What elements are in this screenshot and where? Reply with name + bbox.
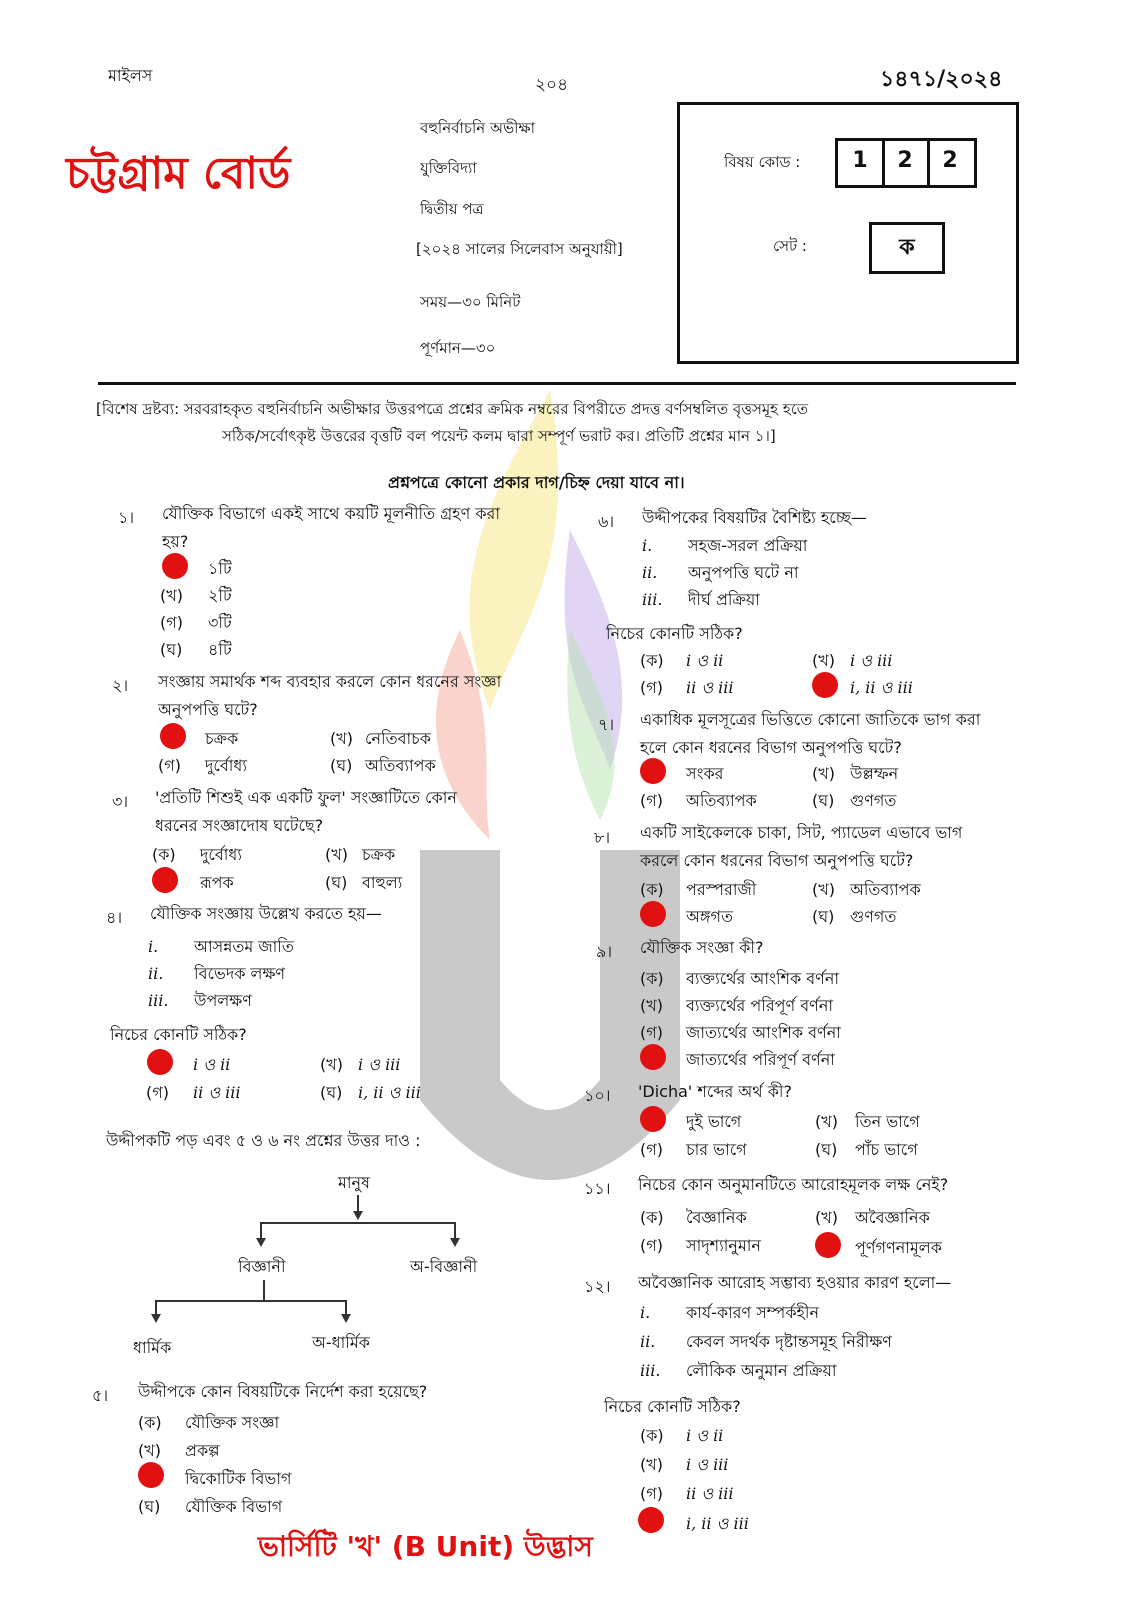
- instruction-line-2: সঠিক/সর্বোৎকৃষ্ট উত্তরের বৃত্তটি বল পয়েন্ট কলম দ্বারা সম্পূর্ণ ভরাট কর। প্রতিটি প্রশ্নের মান ১।]: [222, 427, 776, 445]
- q5-option-a[interactable]: যৌক্তিক সংজ্ঞা: [185, 1413, 280, 1432]
- q7-option-c-key: (গ): [640, 791, 663, 810]
- q2-option-b[interactable]: নেতিবাচক: [365, 729, 431, 748]
- q8-text: একটি সাইকেলকে চাকা, সিট, প্যাডেল এভাবে ভাগ করলে কোন ধরনের বিভাগ অনুপপত্তি ঘটে?: [640, 823, 963, 870]
- q12-option-b-key: (খ): [640, 1455, 663, 1474]
- q10-option-b[interactable]: তিন ভাগে: [855, 1112, 920, 1131]
- answer-dot[interactable]: [640, 1106, 666, 1132]
- q2-option-c-key: (গ): [158, 756, 181, 775]
- q6-statement-3: iii. দীর্ঘ প্রক্রিয়া: [642, 590, 760, 609]
- q7-option-b[interactable]: উল্লম্ফন: [850, 764, 899, 783]
- answer-dot[interactable]: [640, 901, 666, 927]
- syllabus-note: [২০২৪ সালের সিলেবাস অনুযায়ী]: [416, 240, 623, 258]
- q6-option-b-key: (খ): [812, 651, 835, 670]
- tree-arrow: [151, 1314, 161, 1323]
- q11-option-b-key: (খ): [815, 1208, 838, 1227]
- q4-text: যৌক্তিক সংজ্ঞায় উল্লেখ করতে হয়—: [150, 904, 382, 923]
- tree-line: [260, 1222, 456, 1224]
- q2-option-d[interactable]: অতিব্যাপক: [365, 756, 436, 775]
- q1-text: যৌক্তিক বিভাগে একই সাথে কয়টি মূলনীতি গ্রহণ করা হয়?: [162, 504, 500, 551]
- q6-option-b[interactable]: i ও iii: [850, 651, 893, 670]
- q6-option-a[interactable]: i ও ii: [686, 651, 724, 670]
- q9-option-c[interactable]: জাত্যর্থের আংশিক বর্ণনা: [686, 1023, 841, 1042]
- instruction-line-1: [বিশেষ দ্রষ্টব্য: সরবরাহকৃত বহুনির্বাচনি অভীক্ষার উত্তরপত্রে প্রশ্নের ক্রমিক নম্বরের বিপরীতে প্রদত্ত বর্ণসম্বলিত বৃত্তসমূহ হতে: [96, 400, 808, 418]
- q4-statement-1: i. আসন্নতম জাতি: [148, 937, 294, 956]
- q9-option-a[interactable]: ব্যক্ত্যর্থের আংশিক বর্ণনা: [686, 969, 840, 988]
- q8-option-d[interactable]: গুণগত: [850, 907, 897, 926]
- q1-option-d-key: (ঘ): [160, 640, 183, 659]
- paper-name: দ্বিতীয় পত্র: [420, 200, 484, 218]
- q7-option-d[interactable]: গুণগত: [850, 791, 897, 810]
- q6-option-c-key: (গ): [640, 678, 663, 697]
- q8-option-b[interactable]: অতিব্যাপক: [850, 880, 921, 899]
- q11-option-a[interactable]: বৈজ্ঞানিক: [686, 1208, 747, 1227]
- page-number: ২০৪: [535, 75, 569, 95]
- q12-ask: নিচের কোনটি সঠিক?: [604, 1397, 741, 1416]
- tree-arrow: [341, 1314, 351, 1323]
- answer-dot[interactable]: [138, 1462, 164, 1488]
- instruction-warning: প্রশ্নপত্রে কোনো প্রকার দাগ/চিহ্ন দেয়া যাবে না।: [388, 473, 685, 492]
- q4-number: ৪।: [106, 908, 123, 927]
- tree-node-religious: ধার্মিক: [133, 1338, 172, 1357]
- q1-number: ১।: [118, 508, 135, 527]
- year-code: ১৪৭১/২০২৪: [880, 67, 1003, 92]
- q4-option-c-key: (গ): [146, 1083, 169, 1102]
- header-left-label: মাইলস: [108, 66, 153, 85]
- q9-text: যৌক্তিক সংজ্ঞা কী?: [640, 938, 764, 957]
- q4-statement-2: ii. বিভেদক লক্ষণ: [148, 964, 286, 983]
- q12-option-b[interactable]: i ও iii: [686, 1455, 729, 1474]
- q11-option-b[interactable]: অবৈজ্ঞানিক: [855, 1208, 930, 1227]
- q8-option-a[interactable]: পরস্পরাজী: [686, 880, 757, 899]
- q1-option-c-key: (গ): [160, 613, 183, 632]
- q2-text: সংজ্ঞায় সমার্থক শব্দ ব্যবহার করলে কোন ধরনের সংজ্ঞা অনুপপত্তি ঘটে?: [158, 672, 502, 719]
- q9-option-c-key: (গ): [640, 1023, 663, 1042]
- set-value: ক: [869, 222, 945, 274]
- q4-option-b-key: (খ): [320, 1055, 343, 1074]
- answer-dot[interactable]: [638, 1507, 664, 1533]
- q4-option-d[interactable]: i, ii ও iii: [358, 1083, 421, 1102]
- subject-name: যুক্তিবিদ্যা: [420, 159, 477, 177]
- q5-number: ৫।: [92, 1386, 109, 1405]
- q10-option-d[interactable]: পাঁচ ভাগে: [855, 1140, 918, 1159]
- header-divider: [98, 382, 1016, 385]
- code-digit: 1: [838, 141, 885, 185]
- q12-statement-3: iii. লৌকিক অনুমান প্রক্রিয়া: [640, 1361, 837, 1380]
- q3-option-d-key: (ঘ): [325, 873, 348, 892]
- q3-option-b[interactable]: চক্রক: [362, 845, 396, 864]
- q10-text: 'Dicha' শব্দের অর্থ কী?: [638, 1082, 792, 1101]
- subject-code-label: বিষয় কোড :: [724, 153, 801, 171]
- q4-option-d-key: (ঘ): [320, 1083, 343, 1102]
- q11-option-a-key: (ক): [640, 1208, 664, 1227]
- q1-option-a[interactable]: ১টি: [208, 559, 232, 578]
- tree-root: মানুষ: [338, 1173, 370, 1192]
- q3-option-c[interactable]: রূপক: [200, 873, 234, 892]
- q8-option-a-key: (ক): [640, 880, 664, 899]
- q8-number: ৮।: [594, 828, 611, 847]
- answer-dot[interactable]: [640, 758, 666, 784]
- q12-option-c-key: (গ): [640, 1484, 663, 1503]
- q7-option-a[interactable]: সংকর: [686, 764, 724, 783]
- exam-time: সময়—৩০ মিনিট: [420, 293, 521, 311]
- q5-option-d[interactable]: যৌক্তিক বিভাগ: [185, 1497, 283, 1516]
- q10-option-c[interactable]: চার ভাগে: [686, 1140, 747, 1159]
- q7-number: ৭।: [598, 715, 615, 734]
- q3-option-b-key: (খ): [325, 845, 348, 864]
- q9-option-a-key: (ক): [640, 969, 664, 988]
- q5-option-a-key: (ক): [138, 1413, 162, 1432]
- q11-option-c[interactable]: সাদৃশ্যানুমান: [686, 1236, 761, 1255]
- code-digit: 2: [942, 148, 958, 173]
- q4-option-b[interactable]: i ও iii: [358, 1055, 401, 1074]
- q12-text: অবৈজ্ঞানিক আরোহ সম্ভাব্য হওয়ার কারণ হলো—: [638, 1273, 952, 1292]
- q11-option-d[interactable]: পূর্ণগণনামূলক: [855, 1238, 942, 1257]
- full-marks: পূর্ণমান—৩০: [420, 339, 496, 357]
- answer-dot[interactable]: [162, 553, 188, 579]
- exam-type: বহুনির্বাচনি অভীক্ষা: [420, 119, 535, 137]
- answer-dot[interactable]: [147, 1049, 173, 1075]
- subject-code-cells: [835, 138, 977, 188]
- footer-brand: ভার্সিটি 'খ' (B Unit) উদ্ভাস: [258, 1530, 593, 1563]
- q1-option-d[interactable]: ৪টি: [208, 640, 232, 659]
- q6-statement-2: ii. অনুপপত্তি ঘটে না: [642, 563, 799, 582]
- q9-number: ৯।: [596, 942, 613, 961]
- q4-ask: নিচের কোনটি সঠিক?: [110, 1025, 247, 1044]
- q3-option-d[interactable]: বাহুল্য: [362, 873, 403, 892]
- q12-option-a[interactable]: i ও ii: [686, 1426, 724, 1445]
- q9-option-d[interactable]: জাত্যর্থের পরিপূর্ণ বর্ণনা: [686, 1050, 835, 1069]
- q5-option-b-key: (খ): [138, 1441, 161, 1460]
- q10-option-c-key: (গ): [640, 1140, 663, 1159]
- q4-statement-3: iii. উপলক্ষণ: [148, 991, 252, 1010]
- q5-option-b[interactable]: প্রকল্প: [185, 1441, 220, 1460]
- q3-number: ৩।: [112, 792, 129, 811]
- q12-option-c[interactable]: ii ও iii: [686, 1484, 734, 1503]
- q11-number: ১১।: [584, 1179, 611, 1198]
- q11-option-c-key: (গ): [640, 1236, 663, 1255]
- q2-option-d-key: (ঘ): [330, 756, 353, 775]
- q3-option-a[interactable]: দুর্বোধ্য: [200, 845, 242, 864]
- q3-option-a-key: (ক): [152, 845, 176, 864]
- tree-line: [263, 1280, 265, 1300]
- answer-dot[interactable]: [152, 867, 178, 893]
- q1-option-b[interactable]: ২টি: [208, 586, 232, 605]
- q10-option-d-key: (ঘ): [815, 1140, 838, 1159]
- tree-arrow: [450, 1238, 460, 1247]
- q5-option-d-key: (ঘ): [138, 1497, 161, 1516]
- q7-option-c[interactable]: অতিব্যাপক: [686, 791, 757, 810]
- q9-option-b-key: (খ): [640, 996, 663, 1015]
- q8-option-c[interactable]: অঙ্গগত: [686, 907, 733, 926]
- q6-text: উদ্দীপকের বিষয়টির বৈশিষ্ট্য হচ্ছে—: [642, 508, 867, 527]
- q4-option-c[interactable]: ii ও iii: [193, 1083, 241, 1102]
- q12-option-d[interactable]: i, ii ও iii: [686, 1514, 749, 1533]
- board-title: চট্টগ্রাম বোর্ড: [66, 148, 291, 199]
- answer-dot[interactable]: [815, 1232, 841, 1258]
- q7-text: একাধিক মূলসূত্রের ভিত্তিতে কোনো জাতিকে ভাগ করা হলে কোন ধরনের বিভাগ অনুপপত্তি ঘটে?: [640, 710, 981, 757]
- q8-option-d-key: (ঘ): [812, 907, 835, 926]
- q2-option-c[interactable]: দুর্বোধ্য: [205, 756, 247, 775]
- q5-text: উদ্দীপকে কোন বিষয়টিকে নির্দেশ করা হয়েছে?: [138, 1382, 428, 1401]
- q1-option-c[interactable]: ৩টি: [208, 613, 232, 632]
- q10-option-b-key: (খ): [815, 1112, 838, 1131]
- tree-line: [155, 1300, 347, 1302]
- answer-dot[interactable]: [160, 723, 186, 749]
- q2-option-b-key: (খ): [330, 729, 353, 748]
- q6-option-c[interactable]: ii ও iii: [686, 678, 734, 697]
- q12-option-a-key: (ক): [640, 1426, 664, 1445]
- code-digit: 2: [883, 141, 930, 185]
- q9-option-b[interactable]: ব্যক্ত্যর্থের পরিপূর্ণ বর্ণনা: [686, 996, 834, 1015]
- q6-option-a-key: (ক): [640, 651, 664, 670]
- q7-option-d-key: (ঘ): [812, 791, 835, 810]
- tree-node-non-religious: অ-ধার্মিক: [312, 1333, 370, 1352]
- stimulus-instruction: উদ্দীপকটি পড় এবং ৫ ও ৬ নং প্রশ্নের উত্তর দাও :: [106, 1131, 421, 1150]
- q1-option-b-key: (খ): [160, 586, 183, 605]
- q6-number: ৬।: [598, 512, 615, 531]
- q3-text: 'প্রতিটি শিশুই এক একটি ফুল' সংজ্ঞাটিতে কোন ধরনের সংজ্ঞাদোষ ঘটেছে?: [155, 788, 457, 835]
- q8-option-b-key: (খ): [812, 880, 835, 899]
- tree-arrow: [256, 1238, 266, 1247]
- q5-option-c[interactable]: দ্বিকোটিক বিভাগ: [185, 1469, 292, 1488]
- q6-statement-1: i. সহজ-সরল প্রক্রিয়া: [642, 536, 808, 555]
- q6-option-d[interactable]: i, ii ও iii: [850, 678, 913, 697]
- q12-statement-1: i. কার্য-কারণ সম্পর্কহীন: [640, 1303, 820, 1322]
- q12-number: ১২।: [584, 1277, 611, 1296]
- answer-dot[interactable]: [640, 1044, 666, 1070]
- answer-dot[interactable]: [812, 672, 838, 698]
- q2-number: ২।: [112, 676, 129, 695]
- q10-number: ১০।: [584, 1086, 611, 1105]
- q11-text: নিচের কোন অনুমানটিতে আরোহমূলক লক্ষ নেই?: [638, 1175, 949, 1194]
- set-label: সেট :: [773, 237, 807, 255]
- q7-option-b-key: (খ): [812, 764, 835, 783]
- q6-ask: নিচের কোনটি সঠিক?: [606, 624, 743, 643]
- q10-option-a[interactable]: দুই ভাগে: [686, 1112, 742, 1131]
- q12-statement-2: ii. কেবল সদর্থক দৃষ্টান্তসমূহ নিরীক্ষণ: [640, 1332, 892, 1351]
- q4-option-a[interactable]: i ও ii: [193, 1055, 231, 1074]
- tree-node-scientist: বিজ্ঞানী: [238, 1257, 286, 1276]
- tree-node-non-scientist: অ-বিজ্ঞানী: [410, 1257, 478, 1276]
- q2-option-a[interactable]: চক্রক: [205, 729, 239, 748]
- tree-arrow: [353, 1211, 363, 1220]
